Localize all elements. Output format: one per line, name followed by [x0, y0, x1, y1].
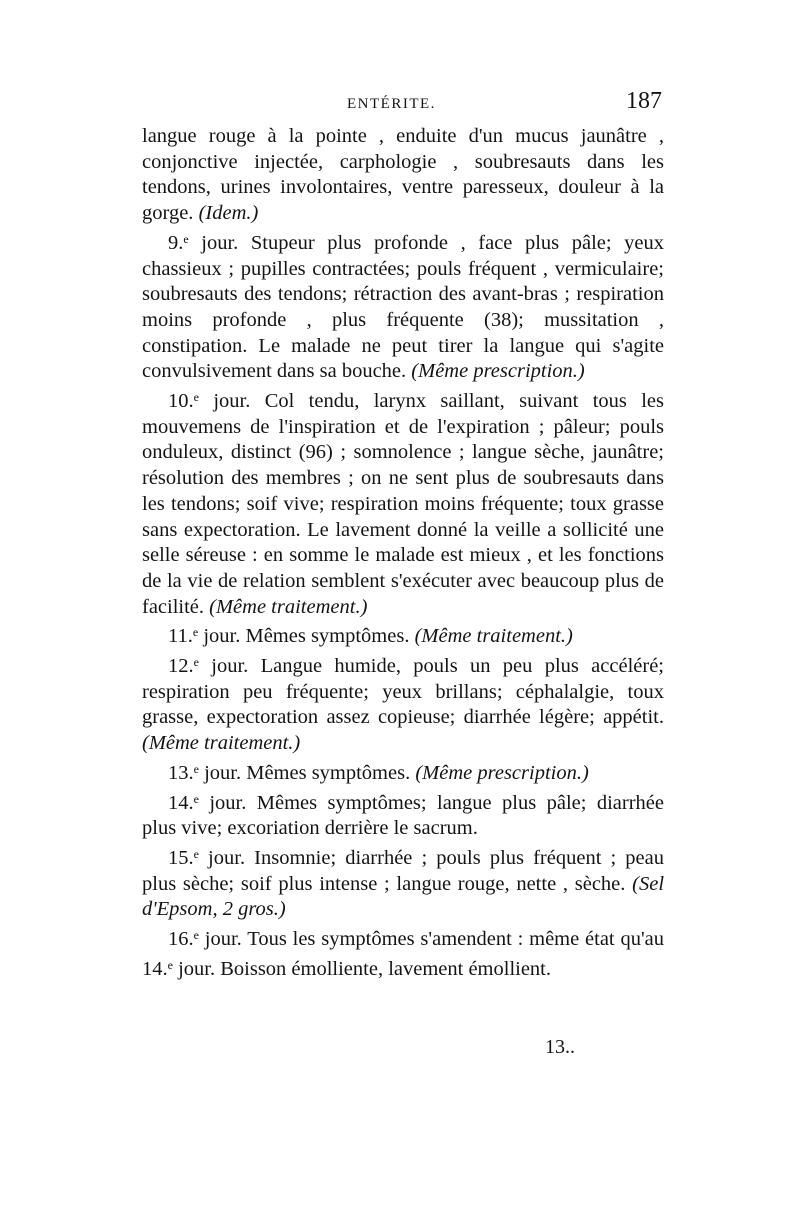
paragraph-text: langue rouge à la pointe , enduite d'un mucus jaunâtre , conjonctive injectée, carphologie , soubresauts dans les tendons, urines involontaires, ventre paresseux, douleur à la gorge. [142, 125, 664, 225]
prescription-note: (Idem.) [198, 202, 259, 225]
paragraph-text: jour. Insomnie; diarrhée ; pouls plus fréquent ; peau plus sèche; soif plus intense ; langue rouge, nette , sèche. [142, 846, 664, 895]
ordinal-sup: e [167, 957, 173, 972]
ordinal-sup: e [193, 928, 199, 943]
running-head [142, 86, 662, 122]
paragraph-text: jour. Langue humide, pouls un peu plus accéléré; respiration peu fréquente; yeux brillans; céphalalgie, toux grasse, expectoration assez copieuse; diarrhée légère; appétit. [142, 655, 664, 729]
prescription-note: (Même prescription.) [411, 360, 585, 383]
day-number: 9. [168, 231, 184, 254]
paragraph-day-14 [142, 787, 664, 842]
day-number: 15. [168, 846, 194, 869]
signature-mark: 13.. [545, 1036, 575, 1058]
paragraph-text: jour. Mêmes symptômes. [198, 761, 411, 784]
prescription-note: (Sel d'Epsom, 2 gros.) [142, 872, 665, 921]
paragraph-text: jour. Mêmes symptômes. [198, 625, 410, 648]
chapter-title: ENTÉRITE. [347, 96, 436, 112]
prescription-note: (Même prescription.) [415, 761, 589, 784]
day-number: 14. [168, 791, 194, 814]
ordinal-sup: e [193, 655, 199, 670]
ordinal-sup: e [193, 390, 199, 405]
paragraph-continuation [142, 124, 664, 227]
paragraph-day-16 [142, 923, 664, 982]
prescription-note: (Même traitement.) [414, 625, 573, 648]
day-number: 16. [168, 928, 194, 951]
prescription-note: (Même traitement.) [209, 595, 368, 618]
paragraph-day-15 [142, 842, 664, 923]
paragraph-day-12 [142, 650, 664, 757]
day-number: 13. [168, 761, 194, 784]
prescription-note: (Même traitement.) [142, 732, 301, 755]
paragraph-day-10 [142, 385, 664, 620]
body-text [142, 124, 664, 983]
paragraph-day-13 [142, 757, 664, 787]
ordinal-sup: e [192, 625, 199, 640]
paragraph-day-11 [142, 620, 664, 650]
paragraph-text: jour. Boisson émolliente, lavement émollient. [172, 957, 552, 980]
paragraph-text: jour. Tous les symptômes s'amendent : même état qu'au 14. [142, 928, 664, 980]
ordinal-sup: e [183, 231, 189, 246]
ordinal-sup: e [193, 761, 199, 776]
paragraph-text: jour. Stupeur plus profonde , face plus pâle; yeux chassieux ; pupilles contractées; pouls fréquent , vermiculaire; soubresauts des tendons; rétraction des avant-bras ; respiration moins profonde , plus fréquente (38); mussitation , constipation. Le malade ne peut tirer la langue qui s'agite convulsivement dans sa bouche. [142, 231, 664, 383]
day-number: 12. [168, 655, 194, 678]
day-number: 10. [168, 390, 194, 413]
page-number: 187 [626, 88, 662, 114]
paragraph-text: jour. Mêmes symptômes; langue plus pâle; diarrhée plus vive; excoriation derrière le sacrum. [142, 791, 664, 840]
ordinal-sup: e [193, 846, 199, 861]
paragraph-day-9 [142, 227, 664, 385]
ordinal-sup: e [193, 791, 199, 806]
day-number: 11. [168, 625, 193, 648]
paragraph-text: jour. Col tendu, larynx saillant, suivant tous les mouvemens de l'inspiration et de l'expiration ; pâleur; pouls onduleux, distinct (96) ; somnolence ; langue sèche, jaunâtre; résolution des membres ; on ne sent plus de soubresauts dans les tendons; soif vive; respiration moins fréquente; toux grasse sans expectoration. Le lavement donné la veille a sollicité une selle séreuse : en somme le malade est mieux , et les fonctions de la vie de relation semblent s'exécuter avec beaucoup plus de facilité. [142, 390, 664, 618]
